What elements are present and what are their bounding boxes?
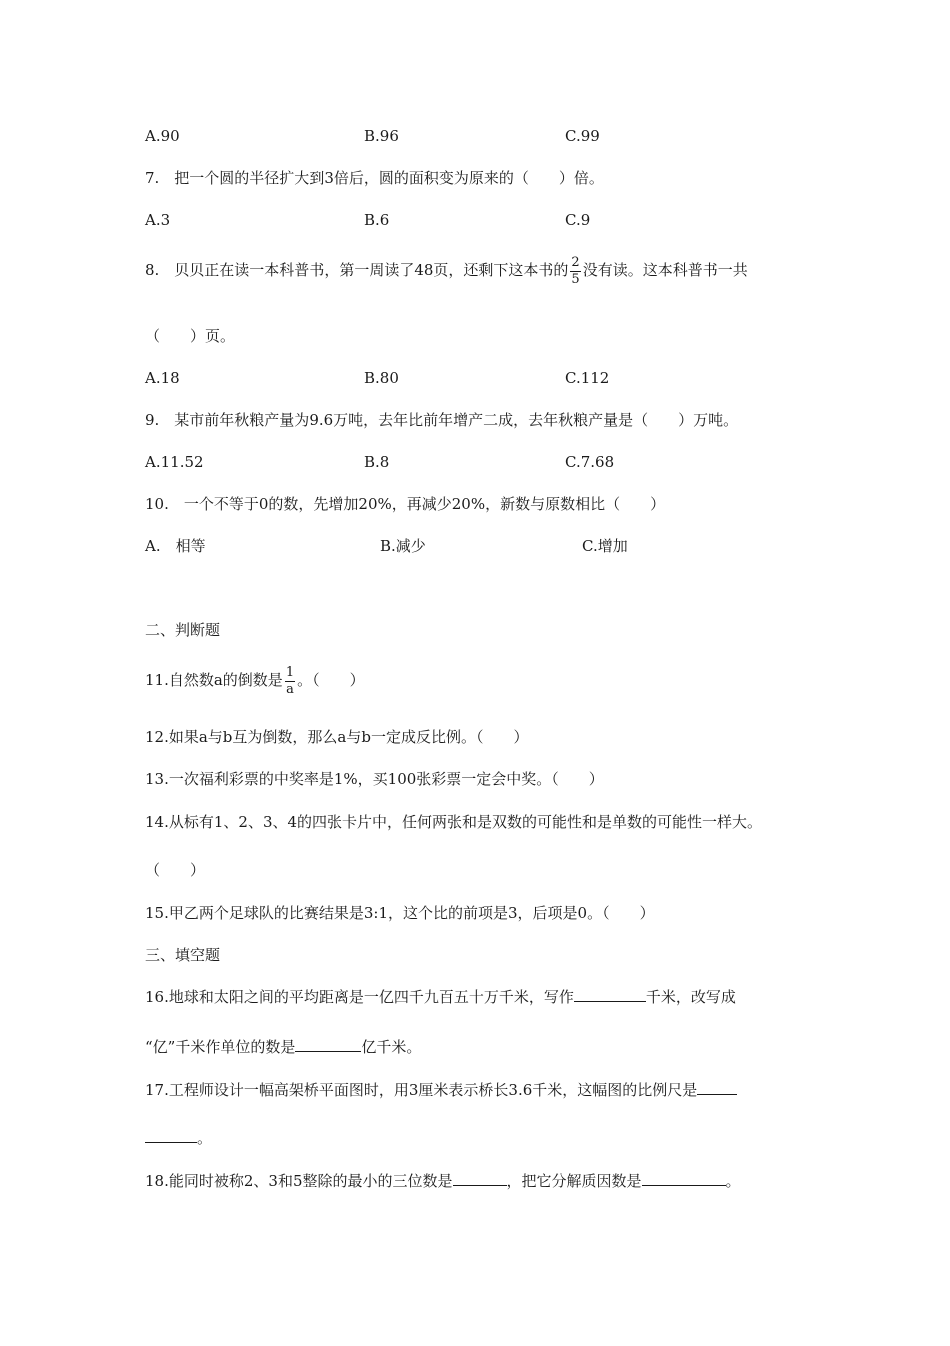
q16-line1-after: 千米，改写成 xyxy=(645,988,736,1006)
q8-fraction-denominator: 5 xyxy=(571,271,580,287)
q7-option-a: A.3 xyxy=(145,211,171,229)
q11-fraction-denominator: a xyxy=(286,681,294,697)
q9-option-a: A.11.52 xyxy=(145,453,204,471)
question-8 xyxy=(145,252,748,288)
q7-option-b: B.6 xyxy=(364,211,390,229)
q9-option-c: C.7.68 xyxy=(565,453,615,471)
q17-line1: 17.工程师设计一幅高架桥平面图时，用3厘米表示桥长3.6千米，这幅图的比例尺是 xyxy=(145,1081,698,1099)
section-heading-fill-in: 三、填空题 xyxy=(145,946,221,964)
q11-fraction xyxy=(285,665,295,698)
q9-option-b: B.8 xyxy=(364,453,390,471)
q8-text-before: 8. 贝贝正在读一本科普书，第一周读了48页，还剩下这本书的 xyxy=(145,261,569,279)
q10-option-b: B.减少 xyxy=(380,537,426,555)
q11-text-after: 。（ ） xyxy=(297,671,365,689)
q8-line-2: （ ）页。 xyxy=(145,327,236,345)
question-18 xyxy=(145,1171,741,1191)
q16-answer-blank-1[interactable] xyxy=(574,987,646,1002)
section-heading-judgement: 二、判断题 xyxy=(145,621,221,639)
q11-fraction-numerator: 1 xyxy=(285,664,295,680)
q16-line-2 xyxy=(145,1037,421,1057)
q11-text-before: 11.自然数a的倒数是 xyxy=(145,671,283,689)
q10-option-c: C.增加 xyxy=(582,537,628,555)
q8-option-a: A.18 xyxy=(145,369,180,387)
q8-text-after: 没有读。这本科普书一共 xyxy=(582,261,748,279)
q18-before: 18.能同时被称2、3和5整除的最小的三位数是 xyxy=(145,1172,453,1190)
q16-line2-after: 亿千米。 xyxy=(361,1038,422,1056)
q14-line-2: （ ） xyxy=(145,861,206,879)
q10-option-a: A. 相等 xyxy=(145,537,206,555)
question-14: 14.从标有1、2、3、4的四张卡片中，任何两张和是双数的可能性和是单数的可能性一样大。 xyxy=(145,813,763,831)
q16-line1-before: 16.地球和太阳之间的平均距离是一亿四千九百五十万千米，写作 xyxy=(145,988,574,1006)
q17-line2-after: 。 xyxy=(197,1129,213,1147)
q7-option-c: C.9 xyxy=(565,211,591,229)
question-13: 13.一次福利彩票的中奖率是1%，买100张彩票一定会中奖。（ ） xyxy=(145,770,604,788)
q8-fraction xyxy=(570,255,580,288)
question-16 xyxy=(145,987,736,1007)
q16-line2-before: “亿”千米作单位的数是 xyxy=(145,1038,296,1056)
q18-answer-blank-1[interactable] xyxy=(453,1171,507,1186)
q6-option-a: A.90 xyxy=(145,127,180,145)
q18-after: 。 xyxy=(725,1172,741,1190)
q6-option-c: C.99 xyxy=(565,127,600,145)
question-9: 9. 某市前年秋粮产量为9.6万吨，去年比前年增产二成，去年秋粮产量是（ ）万吨。 xyxy=(145,411,739,429)
q18-answer-blank-2[interactable] xyxy=(642,1171,726,1186)
q8-option-c: C.112 xyxy=(565,369,610,387)
question-7: 7. 把一个圆的半径扩大到3倍后，圆的面积变为原来的（ ）倍。 xyxy=(145,169,604,187)
q17-answer-blank-part-2[interactable] xyxy=(145,1128,197,1143)
q17-answer-blank-part-1[interactable] xyxy=(697,1080,737,1095)
question-12: 12.如果a与b互为倒数，那么a与b一定成反比例。（ ） xyxy=(145,728,529,746)
question-15: 15.甲乙两个足球队的比赛结果是3:1，这个比的前项是3，后项是0。（ ） xyxy=(145,904,655,922)
q8-fraction-numerator: 2 xyxy=(571,254,580,270)
question-17 xyxy=(145,1080,737,1100)
question-10: 10. 一个不等于0的数，先增加20%，再减少20%，新数与原数相比（ ） xyxy=(145,495,666,513)
question-11 xyxy=(145,662,365,698)
q18-middle: ，把它分解质因数是 xyxy=(506,1172,642,1190)
q16-answer-blank-2[interactable] xyxy=(295,1037,361,1052)
q6-option-b: B.96 xyxy=(364,127,399,145)
q17-line-2 xyxy=(145,1128,212,1148)
q8-option-b: B.80 xyxy=(364,369,399,387)
